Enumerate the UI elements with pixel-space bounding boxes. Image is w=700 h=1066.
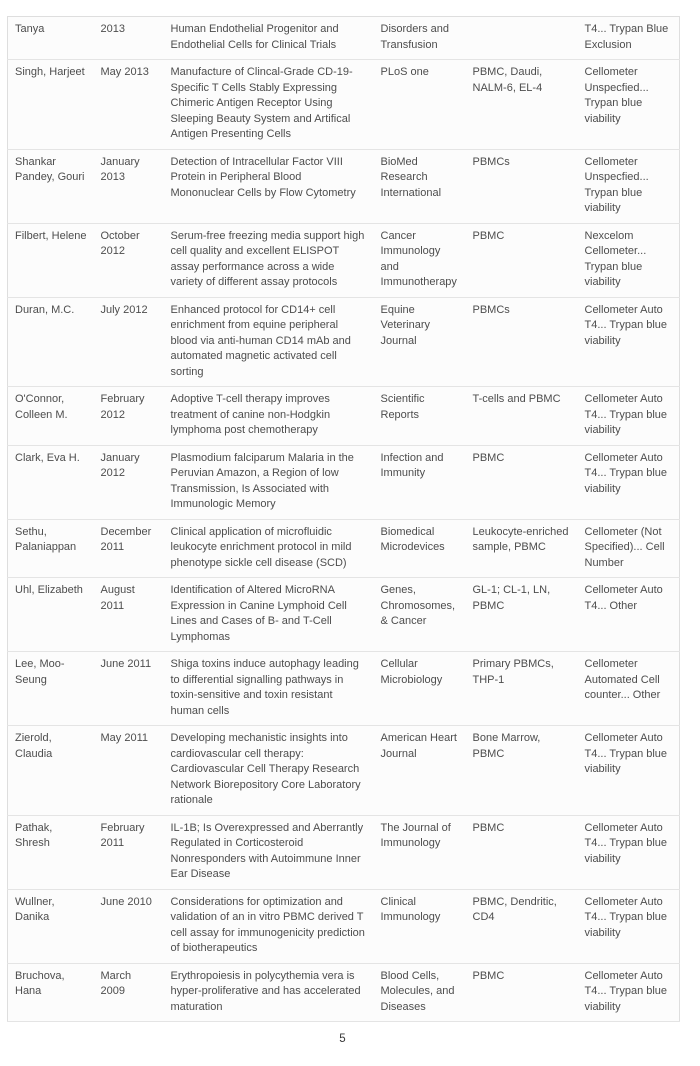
table-row bbox=[8, 17, 680, 60]
cell-journal: Cancer Immunology and Immunotherapy bbox=[374, 223, 466, 297]
cell-date: March 2009 bbox=[94, 963, 164, 1022]
table-row bbox=[8, 963, 680, 1022]
cell-samples: PBMC, Dendritic, CD4 bbox=[466, 889, 578, 963]
cell-journal: PLoS one bbox=[374, 60, 466, 150]
cell-samples: Primary PBMCs, THP-1 bbox=[466, 652, 578, 726]
cell-author: Filbert, Helene bbox=[8, 223, 94, 297]
cell-journal: Biomedical Microdevices bbox=[374, 519, 466, 578]
cell-title: Considerations for optimization and validation of an in vitro PBMC derived T cell assay for immunogenicity prediction of biotherapeutics bbox=[164, 889, 374, 963]
cell-date: May 2011 bbox=[94, 726, 164, 816]
cell-journal: Blood Cells, Molecules, and Diseases bbox=[374, 963, 466, 1022]
cell-author: Duran, M.C. bbox=[8, 297, 94, 387]
cell-instrument: Nexcelom Cellometer... Trypan blue viability bbox=[578, 223, 680, 297]
cell-author: Pathak, Shresh bbox=[8, 815, 94, 889]
table-row bbox=[8, 60, 680, 150]
cell-instrument: Cellometer Auto T4... Trypan blue viability bbox=[578, 445, 680, 519]
cell-samples: PBMCs bbox=[466, 149, 578, 223]
cell-author: Sethu, Palaniappan bbox=[8, 519, 94, 578]
cell-instrument: Cellometer Automated Cell counter... Other bbox=[578, 652, 680, 726]
cell-title: Human Endothelial Progenitor and Endothelial Cells for Clinical Trials bbox=[164, 17, 374, 60]
cell-instrument: Cellometer (Not Specified)... Cell Number bbox=[578, 519, 680, 578]
cell-journal: American Heart Journal bbox=[374, 726, 466, 816]
cell-date: August 2011 bbox=[94, 578, 164, 652]
table-row bbox=[8, 652, 680, 726]
cell-author: Wullner, Danika bbox=[8, 889, 94, 963]
table-row bbox=[8, 445, 680, 519]
cell-journal: Genes, Chromosomes, & Cancer bbox=[374, 578, 466, 652]
cell-author: Tanya bbox=[8, 17, 94, 60]
table-row bbox=[8, 726, 680, 816]
cell-instrument: Cellometer Auto T4... Trypan blue viability bbox=[578, 889, 680, 963]
table-row bbox=[8, 387, 680, 446]
cell-title: Developing mechanistic insights into cardiovascular cell therapy: Cardiovascular Cell Therapy Research Network Biorepository Core Laboratory rationale bbox=[164, 726, 374, 816]
cell-samples: T-cells and PBMC bbox=[466, 387, 578, 446]
cell-author: Bruchova, Hana bbox=[8, 963, 94, 1022]
cell-title: Plasmodium falciparum Malaria in the Peruvian Amazon, a Region of low Transmission, Is Associated with Immunologic Memory bbox=[164, 445, 374, 519]
cell-samples: PBMC bbox=[466, 815, 578, 889]
cell-date: February 2012 bbox=[94, 387, 164, 446]
cell-title: Enhanced protocol for CD14+ cell enrichment from equine peripheral blood via anti-human CD14 mAb and automated magnetic activated cell sorting bbox=[164, 297, 374, 387]
cell-author: Zierold, Claudia bbox=[8, 726, 94, 816]
cell-author: Lee, Moo-Seung bbox=[8, 652, 94, 726]
cell-samples: GL-1; CL-1, LN, PBMC bbox=[466, 578, 578, 652]
cell-date: 2013 bbox=[94, 17, 164, 60]
cell-samples: PBMC, Daudi, NALM-6, EL-4 bbox=[466, 60, 578, 150]
cell-date: July 2012 bbox=[94, 297, 164, 387]
cell-date: October 2012 bbox=[94, 223, 164, 297]
cell-date: May 2013 bbox=[94, 60, 164, 150]
cell-samples: PBMC bbox=[466, 963, 578, 1022]
cell-title: Serum-free freezing media support high cell quality and excellent ELISPOT assay performance across a wide variety of different assay protocols bbox=[164, 223, 374, 297]
cell-title: Clinical application of microfluidic leukocyte enrichment protocol in mild phenotype sickle cell disease (SCD) bbox=[164, 519, 374, 578]
cell-date: February 2011 bbox=[94, 815, 164, 889]
cell-samples: Bone Marrow, PBMC bbox=[466, 726, 578, 816]
cell-journal: The Journal of Immunology bbox=[374, 815, 466, 889]
cell-journal: Scientific Reports bbox=[374, 387, 466, 446]
cell-instrument: Cellometer Auto T4... Trypan blue viability bbox=[578, 963, 680, 1022]
cell-date: June 2011 bbox=[94, 652, 164, 726]
cell-title: Identification of Altered MicroRNA Expression in Canine Lymphoid Cell Lines and Cases of B- and T-Cell Lymphomas bbox=[164, 578, 374, 652]
cell-instrument: Cellometer Unspecfied... Trypan blue viability bbox=[578, 149, 680, 223]
cell-instrument: Cellometer Auto T4... Trypan blue viability bbox=[578, 297, 680, 387]
cell-author: Singh, Harjeet bbox=[8, 60, 94, 150]
table-row bbox=[8, 149, 680, 223]
cell-instrument: T4... Trypan Blue Exclusion bbox=[578, 17, 680, 60]
cell-title: Manufacture of Clincal-Grade CD-19-Specific T Cells Stably Expressing Chimeric Antigen Receptor Using Sleeping Beauty System and Artifical Antigen Presenting Cells bbox=[164, 60, 374, 150]
publications-table-body bbox=[8, 17, 680, 1022]
publications-table bbox=[7, 16, 680, 1022]
cell-journal: Infection and Immunity bbox=[374, 445, 466, 519]
cell-samples: PBMCs bbox=[466, 297, 578, 387]
table-row bbox=[8, 815, 680, 889]
cell-date: December 2011 bbox=[94, 519, 164, 578]
cell-samples: Leukocyte-enriched sample, PBMC bbox=[466, 519, 578, 578]
page-number: 5 bbox=[339, 1033, 346, 1045]
cell-author: Uhl, Elizabeth bbox=[8, 578, 94, 652]
cell-instrument: Cellometer Auto T4... Trypan blue viability bbox=[578, 726, 680, 816]
cell-journal: Equine Veterinary Journal bbox=[374, 297, 466, 387]
table-row bbox=[8, 223, 680, 297]
cell-samples bbox=[466, 17, 578, 60]
cell-title: IL-1B; Is Overexpressed and Aberrantly Regulated in Corticosteroid Nonresponders with Autoimmune Inner Ear Disease bbox=[164, 815, 374, 889]
cell-instrument: Cellometer Auto T4... Trypan blue viability bbox=[578, 815, 680, 889]
cell-instrument: Cellometer Unspecfied... Trypan blue viability bbox=[578, 60, 680, 150]
cell-instrument: Cellometer Auto T4... Trypan blue viability bbox=[578, 387, 680, 446]
cell-title: Shiga toxins induce autophagy leading to differential signalling pathways in toxin-sensitive and toxin resistant human cells bbox=[164, 652, 374, 726]
cell-samples: PBMC bbox=[466, 445, 578, 519]
table-row bbox=[8, 889, 680, 963]
table-row bbox=[8, 297, 680, 387]
cell-journal: Clinical Immunology bbox=[374, 889, 466, 963]
cell-journal: BioMed Research International bbox=[374, 149, 466, 223]
table-row bbox=[8, 578, 680, 652]
cell-author: Clark, Eva H. bbox=[8, 445, 94, 519]
cell-author: O'Connor, Colleen M. bbox=[8, 387, 94, 446]
cell-title: Adoptive T-cell therapy improves treatment of canine non-Hodgkin lymphoma post chemotherapy bbox=[164, 387, 374, 446]
cell-samples: PBMC bbox=[466, 223, 578, 297]
cell-date: January 2012 bbox=[94, 445, 164, 519]
cell-journal: Cellular Microbiology bbox=[374, 652, 466, 726]
cell-journal: Disorders and Transfusion bbox=[374, 17, 466, 60]
cell-instrument: Cellometer Auto T4... Other bbox=[578, 578, 680, 652]
cell-author: Shankar Pandey, Gouri bbox=[8, 149, 94, 223]
cell-date: January 2013 bbox=[94, 149, 164, 223]
cell-title: Detection of Intracellular Factor VIII Protein in Peripheral Blood Mononuclear Cells by Flow Cytometry bbox=[164, 149, 374, 223]
table-row bbox=[8, 519, 680, 578]
cell-title: Erythropoiesis in polycythemia vera is hyper-proliferative and has accelerated maturation bbox=[164, 963, 374, 1022]
cell-date: June 2010 bbox=[94, 889, 164, 963]
